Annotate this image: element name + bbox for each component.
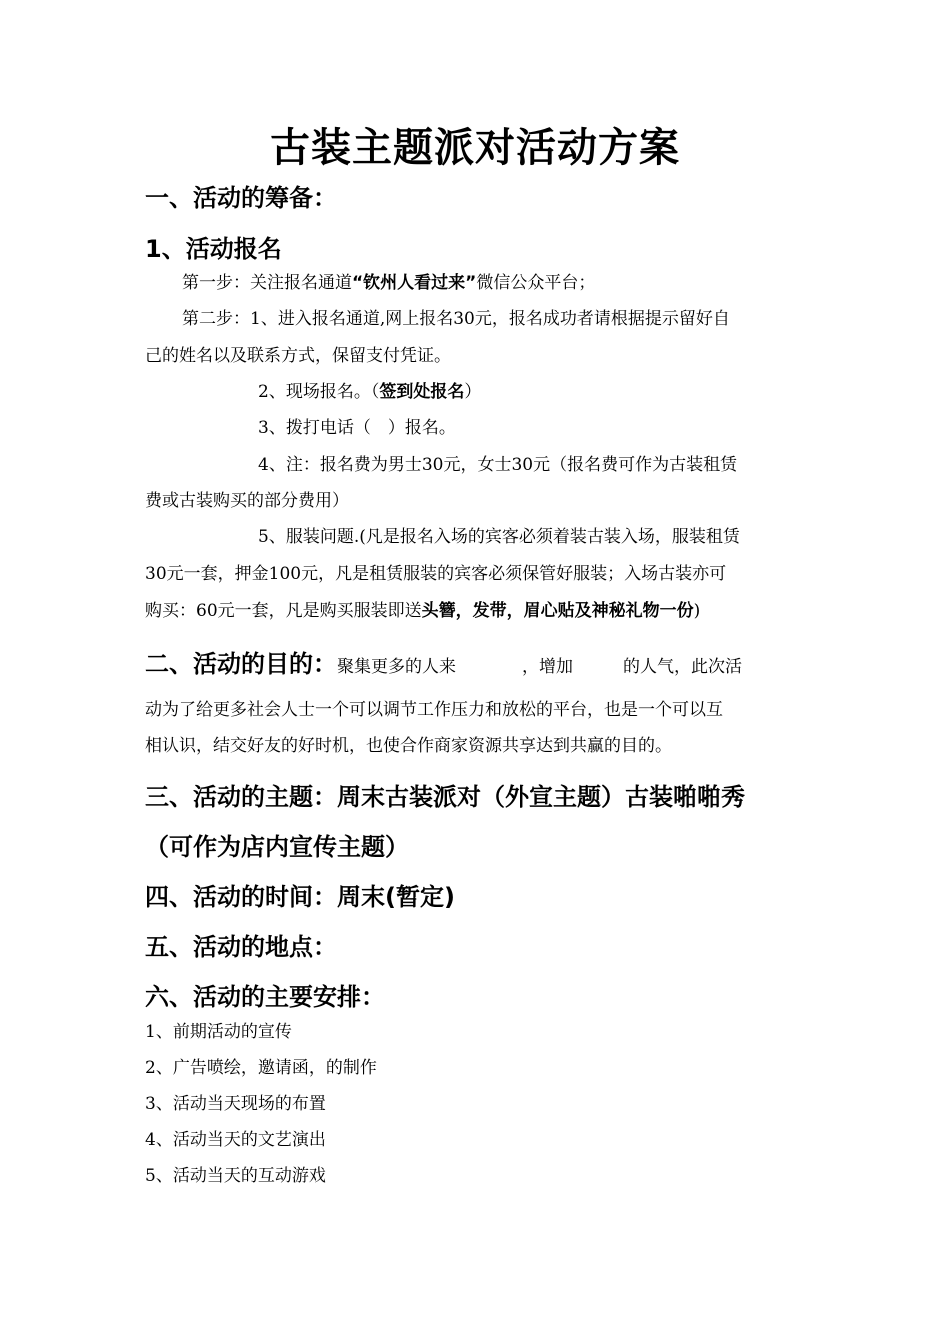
list-item: 2、广告喷绘，邀请函，的制作 <box>145 1058 377 1078</box>
item-4-line-1: 4、注：报名费为男士30元，女士30元（报名费可作为古装租赁 <box>258 455 738 475</box>
item-2-line <box>258 377 481 402</box>
step-1-line <box>182 268 595 293</box>
item-5-gift-emphasis: 头簪，发带，眉心贴及神秘礼物一份 <box>421 601 694 621</box>
section-2-text-a: 聚集更多的人来 <box>337 657 456 677</box>
section-5-heading: 五、活动的地点： <box>145 933 337 961</box>
section-2-line-1 <box>145 644 742 679</box>
step-2-line-2: 己的姓名以及联系方式，保留支付凭证。 <box>145 346 451 366</box>
item-5-line-2: 30元一套，押金100元，凡是租赁服装的宾客必须保管好服装；入场古装亦可 <box>145 564 727 584</box>
section-3-line-1: 三、活动的主题：周末古装派对（外宣主题）古装啪啪秀 <box>145 783 745 811</box>
step-1-text: 第一步：关注报名通道 <box>182 273 352 293</box>
section-4-heading: 四、活动的时间：周末(暂定) <box>145 883 455 911</box>
item-2-close: ） <box>464 382 482 402</box>
item-2-text: 2、现场报名。（ <box>258 382 380 402</box>
list-item: 1、前期活动的宣传 <box>145 1022 292 1042</box>
item-5-line-3 <box>145 596 700 621</box>
section-2-line-2: 动为了给更多社会人士一个可以调节工作压力和放松的平台，也是一个可以互 <box>145 700 723 720</box>
wechat-account-name: “钦州人看过来” <box>352 273 477 293</box>
section-1-subheading: 1、活动报名 <box>145 235 282 263</box>
item-5-close: ) <box>693 601 701 621</box>
item-4-line-2: 费或古装购买的部分费用） <box>145 491 349 511</box>
section-2-text-b: ，增加 <box>522 657 573 677</box>
step-1-suffix: 微信公众平台； <box>476 273 596 293</box>
section-2-text-c: 的人气，此次活 <box>623 657 742 677</box>
step-2-line-1: 第二步：1、进入报名通道,网上报名30元，报名成功者请根据提示留好自 <box>182 309 730 329</box>
item-5-text: 购买：60元一套，凡是购买服装即送 <box>145 601 422 621</box>
item-2-emphasis: 签到处报名 <box>379 382 465 402</box>
section-2-line-3: 相认识，结交好友的好时机，也使合作商家资源共享达到共赢的目的。 <box>145 736 672 756</box>
section-2-heading: 二、活动的目的： <box>145 650 337 678</box>
section-3-line-2: （可作为店内宣传主题） <box>145 833 409 861</box>
list-item: 4、活动当天的文艺演出 <box>145 1130 326 1150</box>
list-item: 5、活动当天的互动游戏 <box>145 1166 326 1186</box>
item-3-line: 3、拨打电话（ ）报名。 <box>258 418 456 438</box>
item-5-line-1: 5、服装问题.(凡是报名入场的宾客必须着装古装入场，服装租赁 <box>258 527 740 547</box>
list-item: 3、活动当天现场的布置 <box>145 1094 326 1114</box>
section-6-heading: 六、活动的主要安排： <box>145 983 385 1011</box>
document-title: 古装主题派对活动方案 <box>270 125 680 171</box>
section-1-heading: 一、活动的筹备： <box>145 184 337 212</box>
